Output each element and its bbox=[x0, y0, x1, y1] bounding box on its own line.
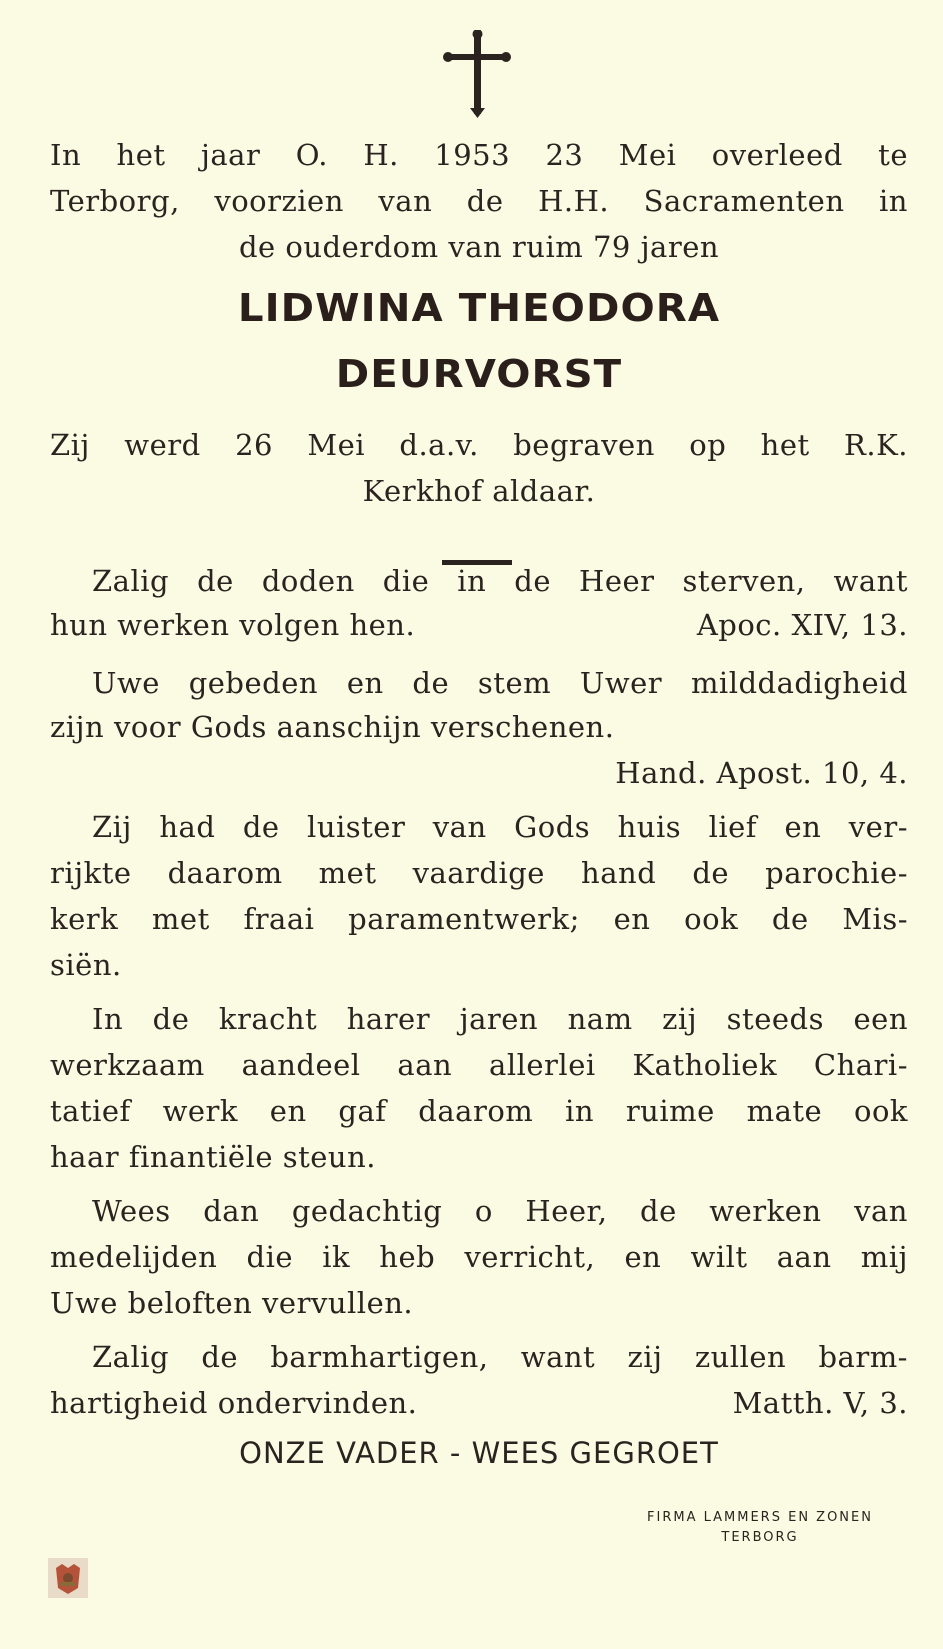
printer-line-1: FIRMA LAMMERS EN ZONEN bbox=[647, 1510, 873, 1525]
verse-2-line-1: Uwe gebeden en de stem Uwer milddadigheid bbox=[92, 666, 908, 700]
intro-line-3: de ouderdom van ruim 79 jaren bbox=[238, 230, 720, 264]
printer-line-2: TERBORG bbox=[721, 1530, 799, 1545]
name-line-2: DEURVORST bbox=[335, 352, 623, 396]
verse-6-reference: Matth. V, 3. bbox=[732, 1386, 908, 1420]
burial-line-1: Zij werd 26 Mei d.a.v. begraven op het R.K. bbox=[50, 428, 908, 462]
cross-icon bbox=[442, 30, 512, 120]
intro-line-2: Terborg, voorzien van de H.H. Sacramenten in bbox=[50, 184, 908, 218]
para-3-line-1: Zij had de luister van Gods huis lief en ver- bbox=[92, 810, 908, 844]
verse-1-reference: Apoc. XIV, 13. bbox=[696, 608, 908, 642]
verse-2-reference: Hand. Apost. 10, 4. bbox=[615, 756, 908, 790]
name-line-1: LIDWINA THEODORA bbox=[237, 286, 721, 330]
seal-icon bbox=[48, 1558, 88, 1598]
para-3-line-2: rijkte daarom met vaardige hand de parochie- bbox=[50, 856, 908, 890]
verse-6-line-2-row bbox=[50, 1380, 908, 1426]
para-4-line-2: werkzaam aandeel aan allerlei Katholiek Chari- bbox=[50, 1048, 908, 1082]
verse-1-line-2: hun werken volgen hen. bbox=[50, 608, 416, 642]
para-4-line-4: haar finantiële steun. bbox=[50, 1140, 377, 1174]
para-3-line-4: siën. bbox=[50, 948, 122, 982]
para-4-line-3: tatief werk en gaf daarom in ruime mate ook bbox=[50, 1094, 908, 1128]
closing-prayers: ONZE VADER - WEES GEGROET bbox=[239, 1436, 719, 1470]
verse-6-line-2: hartigheid ondervinden. bbox=[50, 1386, 418, 1420]
intro-line-1: In het jaar O. H. 1953 23 Mei overleed te bbox=[50, 138, 908, 172]
verse-2-line-2: zijn voor Gods aanschijn verschenen. bbox=[50, 710, 615, 744]
para-5-line-3: Uwe beloften vervullen. bbox=[50, 1286, 414, 1320]
para-5-line-2: medelijden die ik heb verricht, en wilt aan mij bbox=[50, 1240, 908, 1274]
verse-6-line-1: Zalig de barmhartigen, want zij zullen barm- bbox=[92, 1340, 908, 1374]
verse-1-line-1: Zalig de doden die in de Heer sterven, want bbox=[92, 564, 908, 598]
burial-line-2: Kerkhof aldaar. bbox=[362, 474, 596, 508]
para-3-line-3: kerk met fraai paramentwerk; en ook de Mis- bbox=[50, 902, 908, 936]
para-5-line-1: Wees dan gedachtig o Heer, de werken van bbox=[92, 1194, 908, 1228]
para-4-line-1: In de kracht harer jaren nam zij steeds een bbox=[92, 1002, 908, 1036]
verse-1-line-2-row bbox=[50, 602, 908, 648]
